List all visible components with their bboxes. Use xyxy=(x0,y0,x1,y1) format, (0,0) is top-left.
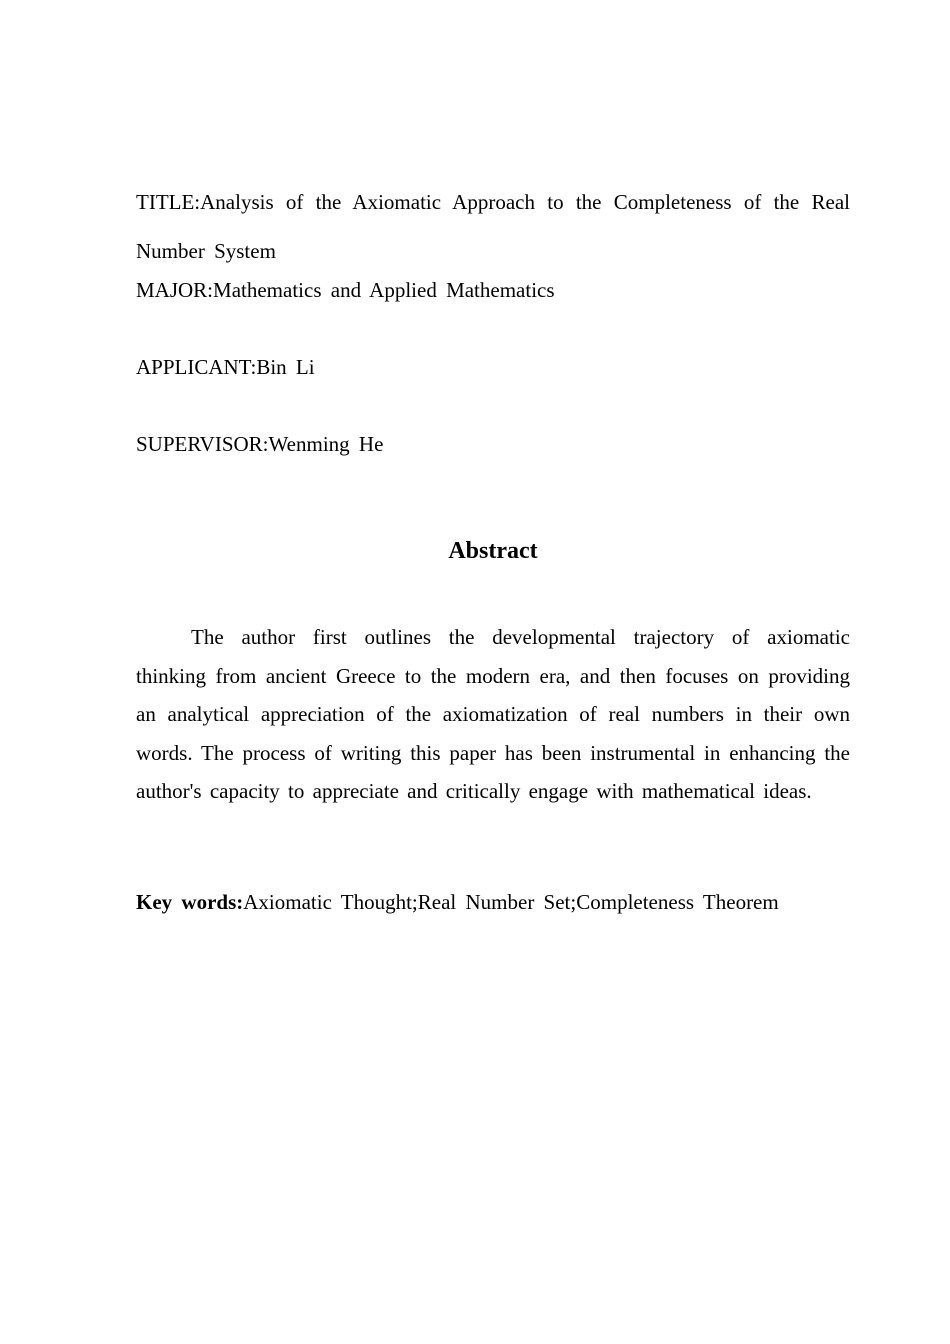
applicant-label: APPLICANT: xyxy=(136,355,257,379)
title-value: Analysis of the Axiomatic Approach to the Completeness of the Real Number System xyxy=(136,190,850,263)
supervisor-label: SUPERVISOR: xyxy=(136,432,269,456)
title-label: TITLE: xyxy=(136,190,201,214)
abstract-heading: Abstract xyxy=(448,538,538,564)
major-value: Mathematics and Applied Mathematics xyxy=(213,278,555,302)
supervisor-value: Wenming He xyxy=(268,432,384,456)
applicant-value: Bin Li xyxy=(256,355,315,379)
thesis-supervisor xyxy=(136,432,850,456)
thesis-major xyxy=(136,278,850,302)
abstract-body: The author first outlines the developmental trajectory of axiomatic thinking from ancient Greece to the modern era, and then focuses on providing an analytical appreciation of the axiomatization of real numbers in their own words. The process of writing this paper has been instrumental in enhancing the author's capacity to appreciate and critically engage with mathematical ideas. xyxy=(136,625,850,803)
thesis-applicant xyxy=(136,355,850,379)
major-label: MAJOR: xyxy=(136,278,214,302)
keywords-label: Key words: xyxy=(136,890,244,914)
keywords-line xyxy=(136,888,850,916)
thesis-title xyxy=(136,178,850,276)
keywords-value: Axiomatic Thought;Real Number Set;Completeness Theorem xyxy=(243,890,779,914)
